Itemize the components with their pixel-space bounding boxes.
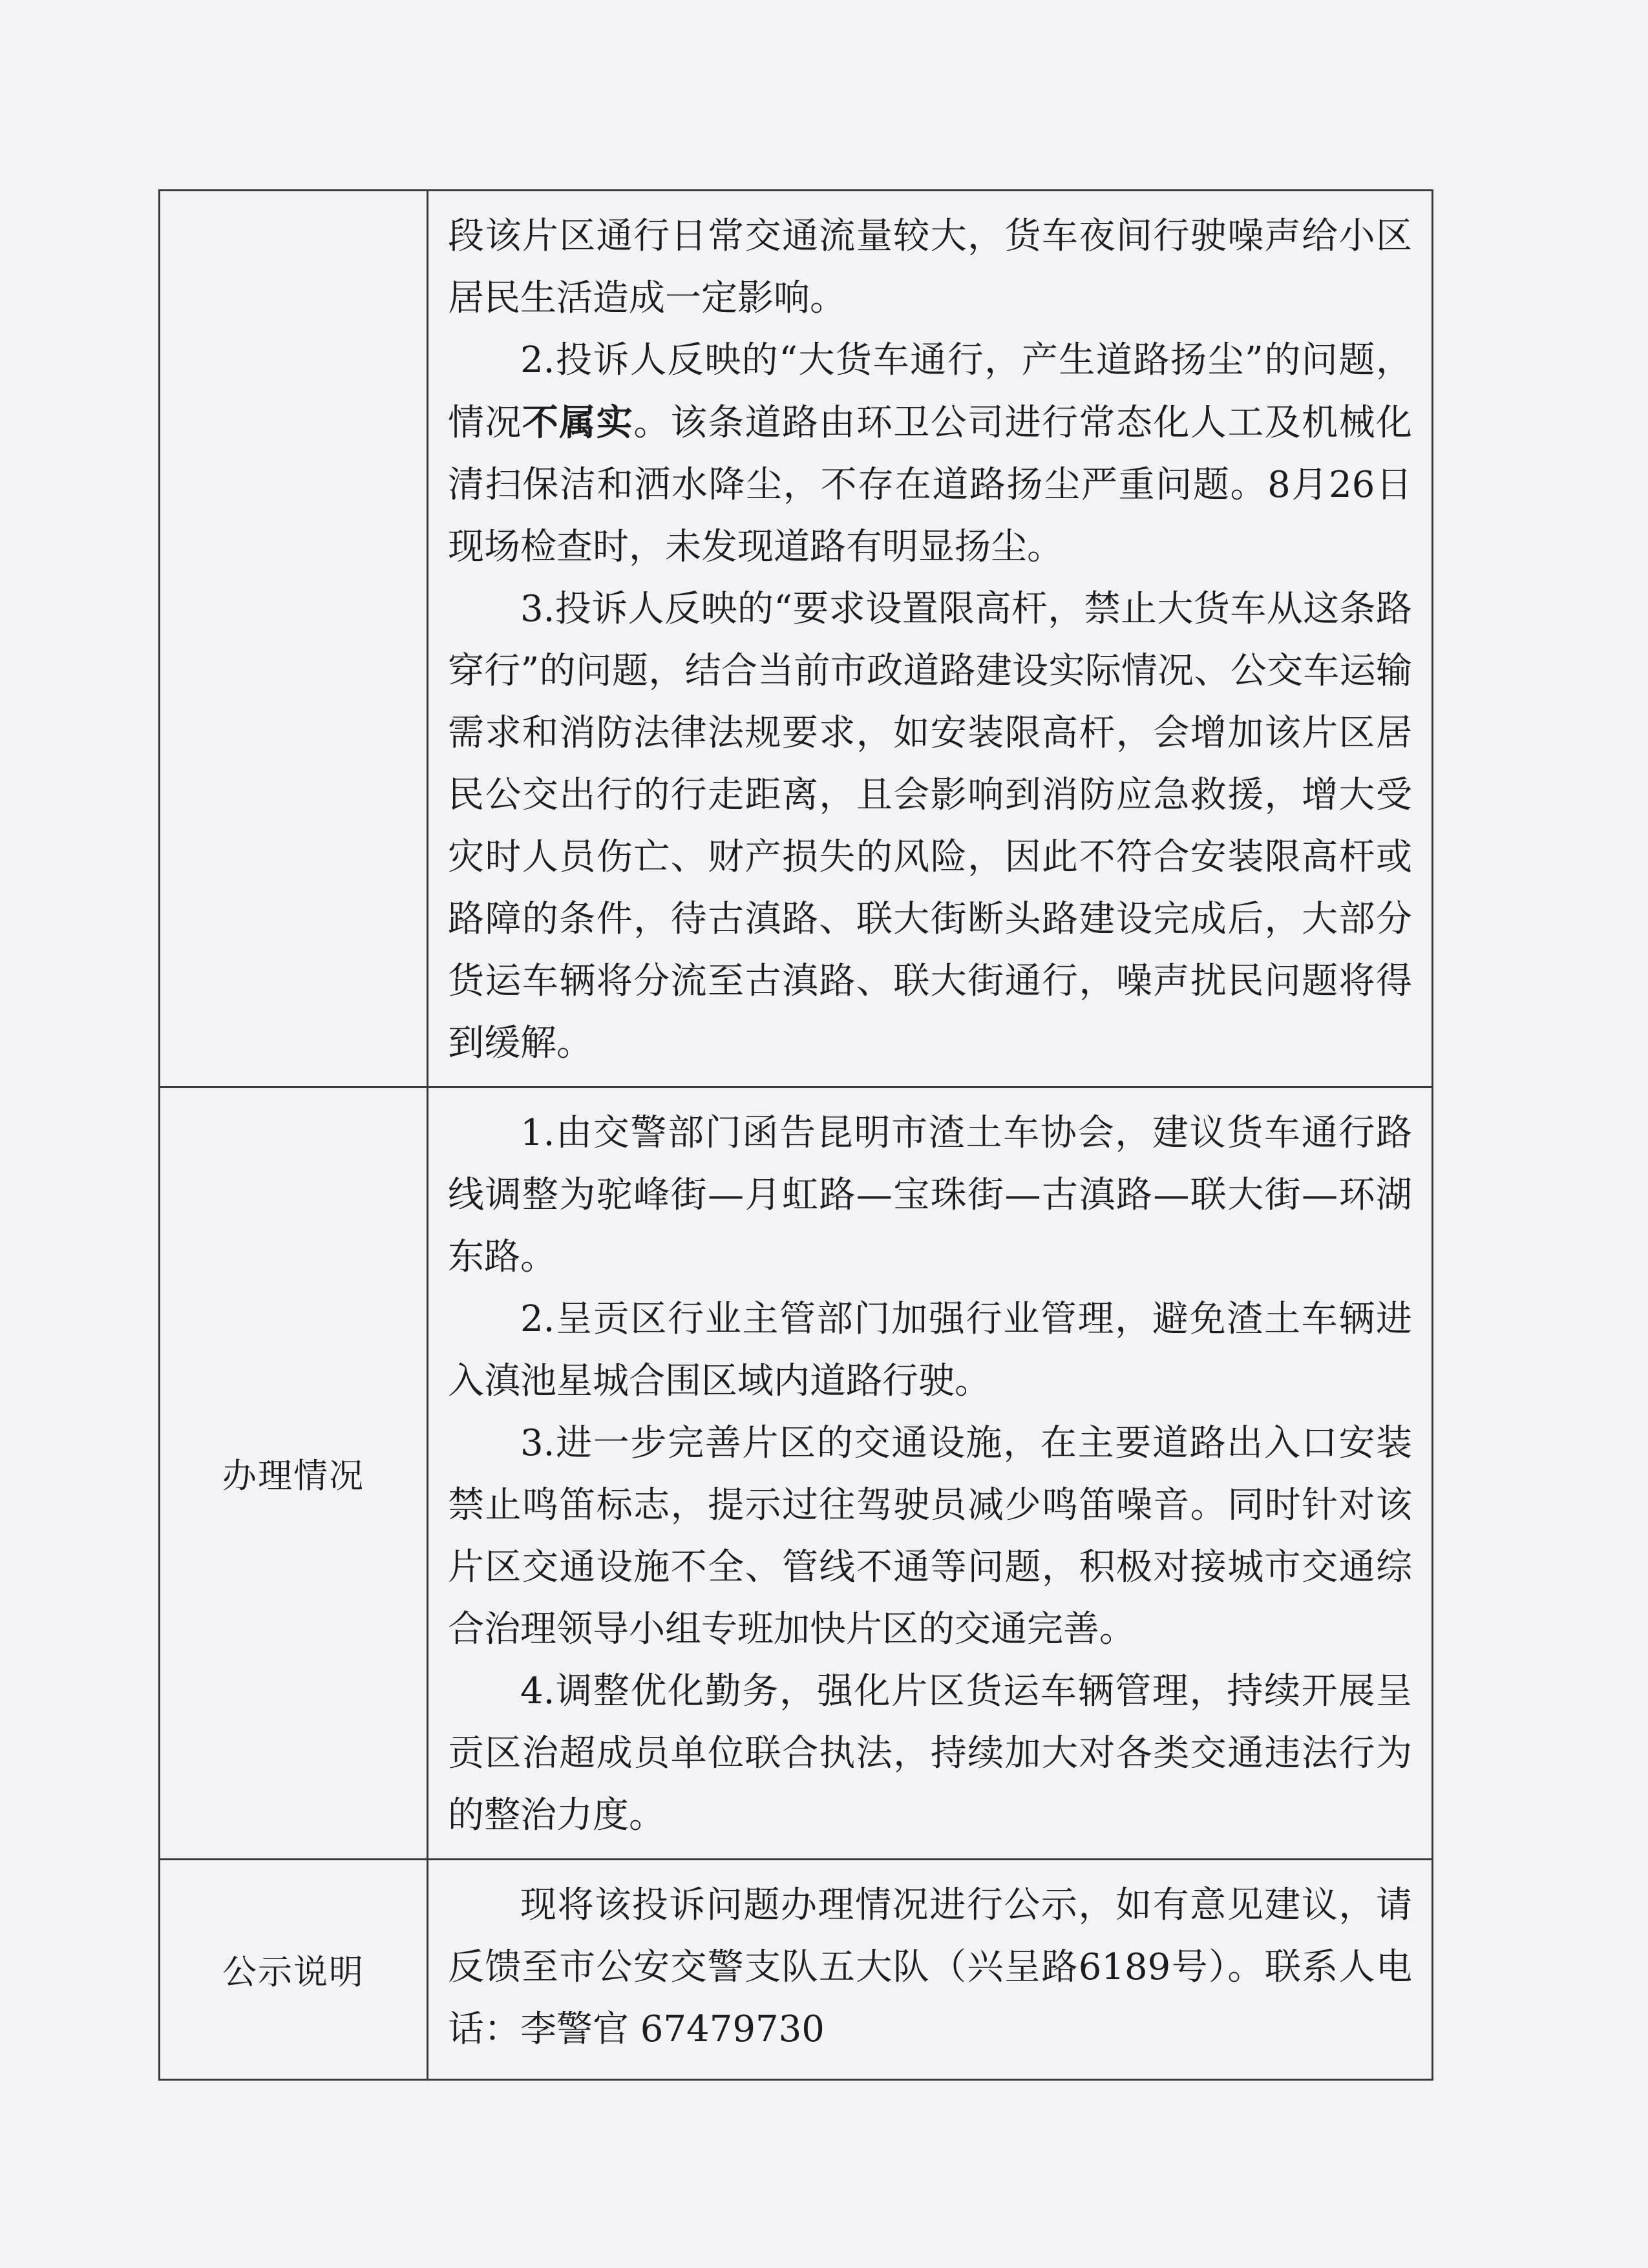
handling-item-2: 2.呈贡区行业主管部门加强行业管理，避免渣土车辆进入滇池星城合围区域内道路行驶。 — [448, 1298, 1412, 1402]
paragraph-item-2-end: 。该条道路由环卫公司进行常态化人工及机械化清扫保洁和洒水降尘，不存在道路扬尘严重问题。8月26日现场检查时，未发现道路有明显扬尘。 — [448, 402, 1413, 568]
table-row-notice — [160, 1860, 1433, 2080]
verdict-not-true: 不属实 — [522, 401, 634, 444]
paragraph-item-2 — [448, 330, 1412, 578]
paragraph-continuation: 段该片区通行日常交通流量较大，货车夜间行驶噪声给小区居民生活造成一定影响。 — [448, 215, 1412, 319]
handling-item-1: 1.由交警部门函告昆明市渣土车协会，建议货车通行路线调整为驼峰街—月虹路—宝珠街—古滇路—联大街—环湖东路。 — [448, 1112, 1412, 1278]
notice-paragraph: 现将该投诉问题办理情况进行公示，如有意见建议，请反馈至市公安交警支队五大队（兴呈路6189号）。联系人电话：李警官 67479730 — [448, 1884, 1412, 2050]
handling-item-3: 3.进一步完善片区的交通设施，在主要道路出入口安装禁止鸣笛标志，提示过往驾驶员减少鸣笛噪音。同时针对该片区交通设施不全、管线不通等问题，积极对接城市交通综合治理领导小组专班加快片区的交通完善。 — [448, 1422, 1412, 1650]
handling-content — [428, 1087, 1433, 1860]
row-label-investigation — [160, 191, 428, 1087]
complaint-table — [158, 189, 1433, 2081]
row-label-handling: 办理情况 — [160, 1087, 428, 1860]
paragraph-item-2-start: 2.投诉人反映的“大货车通行，产生道路扬尘”的问题，情况 — [448, 339, 1412, 444]
handling-item-4: 4.调整优化勤务，强化片区货运车辆管理，持续开展呈贡区治超成员单位联合执法，持续加大对各类交通违法行为的整治力度。 — [448, 1670, 1412, 1836]
table-row-handling — [160, 1087, 1433, 1860]
table-row-investigation — [160, 191, 1433, 1087]
notice-content — [428, 1860, 1433, 2080]
investigation-content — [428, 191, 1433, 1087]
paragraph-item-3: 3.投诉人反映的“要求设置限高杆，禁止大货车从这条路穿行”的问题，结合当前市政道路建设实际情况、公交车运输需求和消防法律法规要求，如安装限高杆，会增加该片区居民公交出行的行走距离，且会影响到消防应急救援，增大受灾时人员伤亡、财产损失的风险，因此不符合安装限高杆或路障的条件，待古滇路、联大街断头路建设完成后，大部分货运车辆将分流至古滇路、联大街通行，噪声扰民问题将得到缓解。 — [448, 588, 1412, 1064]
row-label-notice: 公示说明 — [160, 1860, 428, 2080]
